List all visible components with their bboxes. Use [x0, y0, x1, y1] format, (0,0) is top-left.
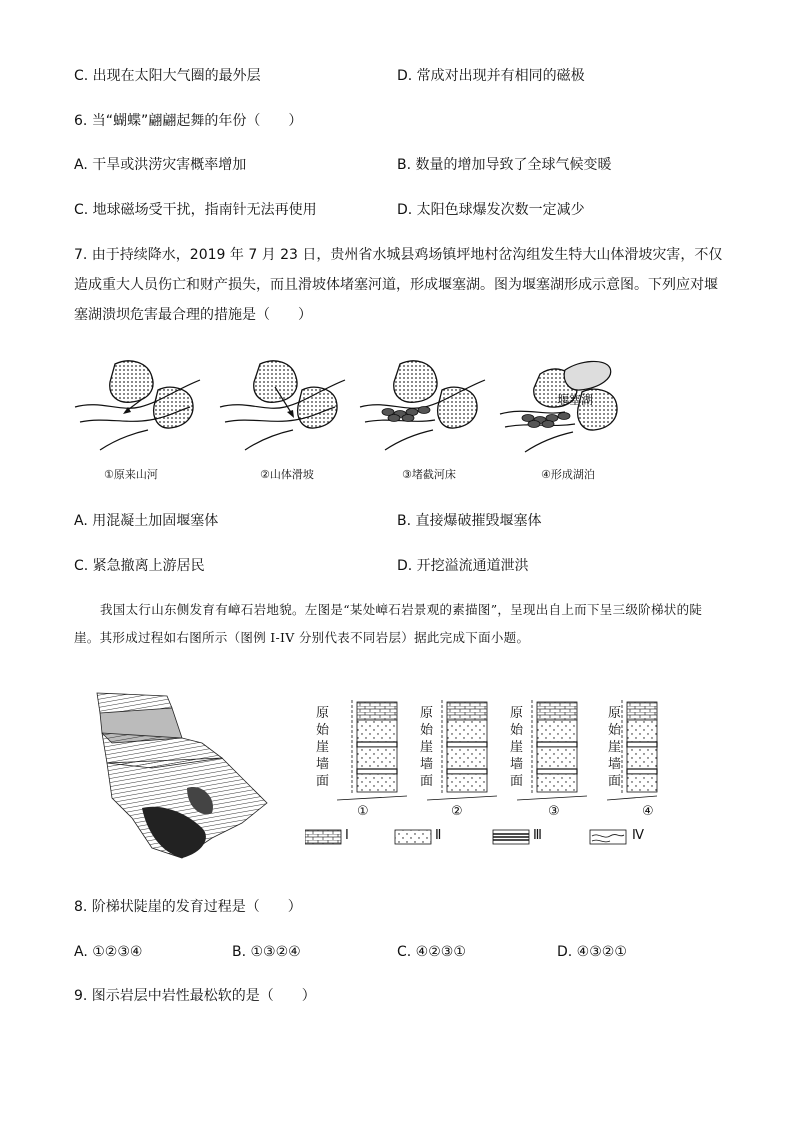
material-intro: 我国太行山东侧发育有嶂石岩地貌。左图是“某处嶂石岩景观的素描图”，呈现出自上而下呈三级阶梯状的陡崖。其形成过程如右图所示（图例 I-IV 分别代表不同岩层）据此完成下面小题。: [74, 602, 703, 645]
stage-label-1: ①: [357, 804, 369, 819]
q8-option-d: D. ④③②①: [557, 944, 627, 960]
panel-blocked-riverbed: [360, 361, 485, 450]
q7-option-b: B. 直接爆破摧毁堰塞体: [397, 513, 542, 529]
q6-stem: 6. 当“蝴蝶”翩翩起舞的年份（ ）: [74, 113, 303, 129]
cliff-sketch: [92, 688, 272, 863]
q5-option-d: D. 常成对出现并有相同的磁极: [397, 68, 585, 84]
caption-panel-2: ②山体滑坡: [260, 468, 314, 481]
legend-label-4: Ⅳ: [632, 828, 644, 843]
q6-option-b: B. 数量的增加导致了全球气候变暖: [397, 157, 612, 173]
legend-label-2: Ⅱ: [435, 828, 442, 843]
q9-stem: 9. 图示岩层中岩性最松软的是（ ）: [74, 988, 316, 1004]
q8-stem: 8. 阶梯状陡崖的发育过程是（ ）: [74, 899, 302, 915]
panel-original-river: [75, 361, 200, 450]
q6-option-a: A. 干旱或洪涝灾害概率增加: [74, 157, 247, 173]
q8-option-a: A. ①②③④: [74, 944, 143, 960]
legend-label-1: Ⅰ: [345, 828, 349, 843]
q8-option-b: B. ①③②④: [232, 944, 301, 960]
column-stage-1: [337, 700, 407, 800]
landslide-lake-figure: [70, 352, 630, 462]
panel-formed-lake: [500, 361, 617, 452]
q5-option-c: C. 出现在太阳大气圈的最外层: [74, 68, 261, 84]
legend-label-3: Ⅲ: [533, 828, 542, 843]
q6-option-d: D. 太阳色球爆发次数一定减少: [397, 202, 585, 218]
caption-panel-1: ①原来山河: [104, 468, 158, 481]
q7-option-a: A. 用混凝土加固堰塞体: [74, 513, 219, 529]
q6-option-c: C. 地球磁场受干扰，指南针无法再使用: [74, 202, 317, 218]
stage-label-2: ②: [451, 804, 463, 819]
stage-label-4: ④: [642, 804, 654, 819]
column-stage-3: [517, 700, 587, 800]
cliff-label-4: 原始崖墙面: [608, 706, 622, 789]
q7-option-d: D. 开挖溢流通道泄洪: [397, 558, 529, 574]
cliff-label-3: 原始崖墙面: [510, 706, 524, 789]
panel-landslide: [220, 361, 345, 450]
q7-stem: 7. 由于持续降水，2019 年 7 月 23 日，贵州省水城县鸡场镇坪地村岔沟组发生特大山体滑坡灾害，不仅造成重大人员伤亡和财产损失，而且滑坡体堵塞河道，形成堰塞湖。图为堰塞湖形成示意图。下列应对堰塞湖溃坝危害最合理的措施是（ ）: [74, 247, 723, 323]
q7-option-c: C. 紧急撤离上游居民: [74, 558, 205, 574]
q8-option-c: C. ④②③①: [397, 944, 466, 960]
cliff-label-2: 原始崖墙面: [420, 706, 434, 789]
caption-panel-3: ③堵截河床: [402, 468, 456, 481]
lake-label: 堰塞湖: [557, 393, 594, 407]
caption-panel-4: ④形成湖泊: [541, 468, 595, 481]
cliff-label-1: 原始崖墙面: [316, 706, 330, 789]
column-stage-2: [427, 700, 497, 800]
legend-swatches: [305, 828, 645, 848]
stage-label-3: ③: [548, 804, 560, 819]
